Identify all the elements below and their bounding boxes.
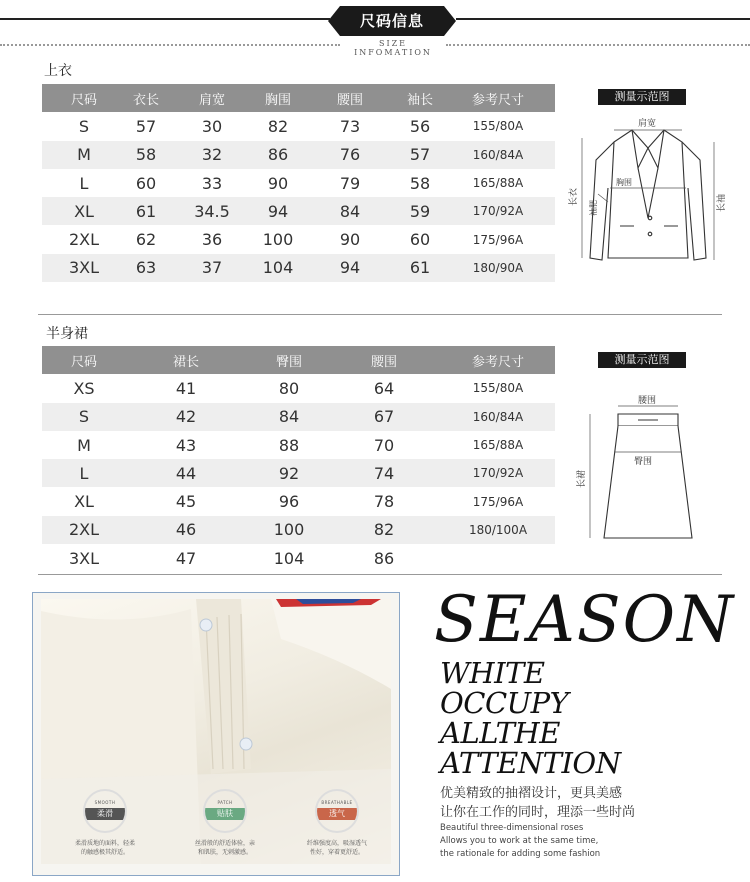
skirt-diagram [568, 392, 728, 552]
feature-desc-line: 性好，穿着更舒适。 [309, 849, 364, 856]
table-cell: 59 [409, 201, 431, 221]
table-cell: 84 [278, 407, 300, 427]
table-cell: 73 [339, 116, 361, 136]
table-cell: 70 [373, 435, 395, 455]
jacket-diagram [568, 108, 728, 278]
label-sleeve-length: 长袖 [717, 193, 727, 212]
top-size-table [42, 84, 555, 310]
table-cell: 3XL [68, 548, 100, 568]
table-row [42, 197, 555, 225]
table-row [42, 225, 555, 253]
table-cell: S [78, 116, 90, 136]
header-dotted-right [446, 44, 750, 46]
table-cell: 180/100A [468, 522, 528, 537]
table-cell: 74 [373, 463, 395, 483]
table-row [42, 487, 555, 515]
table-cell: 175/96A [472, 232, 524, 247]
table-cell: 180/90A [472, 260, 524, 275]
feature-icon [315, 789, 359, 833]
table-cell: 30 [201, 116, 223, 136]
promo-en-line-2: Allows you to work at the same time, [440, 836, 599, 846]
feature-desc-line: 的触感极其舒适。 [80, 849, 129, 856]
table-cell: 100 [262, 230, 294, 250]
table-row [42, 403, 555, 431]
table-header-row [42, 346, 555, 374]
table-row [42, 141, 555, 169]
skirt-diagram-button: 测量示范图 [598, 352, 686, 368]
table-cell: 175/96A [472, 494, 524, 509]
column-header: 臀围 [275, 354, 302, 370]
column-header: 参考尺寸 [471, 354, 524, 370]
table-cell: 63 [135, 258, 157, 278]
column-header: 袖长 [406, 92, 433, 108]
column-header: 胸围 [264, 92, 291, 108]
column-header: 参考尺寸 [471, 92, 524, 108]
header-rule-left [0, 18, 330, 20]
table-row [42, 169, 555, 197]
table-row [42, 544, 555, 572]
table-cell: 94 [339, 258, 361, 278]
table-cell [248, 282, 308, 310]
table-cell: 160/84A [472, 409, 524, 424]
table-cell: 47 [175, 548, 197, 568]
table-cell [453, 282, 543, 310]
table-cell: 90 [267, 173, 289, 193]
table-cell: 42 [175, 407, 197, 427]
column-header: 腰围 [370, 354, 397, 370]
table-cell: 56 [409, 116, 431, 136]
feature-badge-breathable [295, 789, 379, 857]
label-skirt-length: 长裙 [577, 469, 587, 488]
table-cell [320, 282, 380, 310]
table-cell [54, 282, 114, 310]
feature-description [295, 839, 379, 857]
table-cell: 61 [135, 201, 157, 221]
table-cell: 33 [201, 173, 223, 193]
table-cell: 82 [373, 520, 395, 540]
skirt-size-table [42, 346, 555, 572]
table-cell: 58 [409, 173, 431, 193]
column-header: 肩宽 [198, 92, 225, 108]
table-row [42, 431, 555, 459]
table-cell: 45 [175, 492, 197, 512]
column-header: 腰围 [336, 92, 363, 108]
table-cell: 84 [339, 201, 361, 221]
table-cell: 43 [175, 435, 197, 455]
table-cell: 60 [135, 173, 157, 193]
feature-desc-line: 和肌肤，无刺激感。 [197, 849, 252, 856]
table-cell: 100 [273, 520, 305, 540]
table-cell: 86 [373, 548, 395, 568]
table-cell: XL [74, 201, 94, 221]
label-sleeve-width: 袖肥 [589, 200, 598, 216]
table-cell: 62 [135, 230, 157, 250]
table-cell: M [77, 435, 91, 455]
table-header-row [42, 84, 555, 112]
table-cell: L [79, 463, 89, 483]
table-cell: 41 [175, 378, 197, 398]
skirt-section-title: 半身裙 [46, 326, 88, 342]
table-cell [390, 282, 450, 310]
section-divider-1 [38, 314, 722, 315]
table-row [42, 112, 555, 140]
table-cell: 90 [339, 230, 361, 250]
table-cell: 67 [373, 407, 395, 427]
table-cell: 155/80A [472, 119, 524, 134]
table-cell: 104 [262, 258, 294, 278]
table-cell: 170/92A [472, 204, 524, 219]
table-cell: 61 [409, 258, 431, 278]
table-cell: 36 [201, 230, 223, 250]
table-cell: 57 [409, 145, 431, 165]
table-cell: 78 [373, 492, 395, 512]
feature-badge-smooth [63, 789, 147, 857]
column-header: 裙长 [172, 354, 199, 370]
season-headline: SEASON [434, 583, 736, 657]
table-cell: 37 [201, 258, 223, 278]
feature-desc-line: 丝滑般的舒适体验，亲 [194, 840, 255, 847]
table-cell: 155/80A [472, 381, 524, 396]
promo-line-4: ATTENTION [440, 746, 621, 780]
table-row [42, 282, 555, 310]
header-dotted-left [0, 44, 340, 46]
table-cell [182, 282, 242, 310]
table-row [42, 459, 555, 487]
table-cell: S [78, 407, 90, 427]
table-cell: M [77, 145, 91, 165]
label-shoulder: 肩宽 [638, 119, 657, 129]
table-cell: 82 [267, 116, 289, 136]
table-cell: 76 [339, 145, 361, 165]
table-row [42, 254, 555, 282]
feature-en-label: BREATHABLE [321, 800, 353, 805]
promo-en-line-1: Beautiful three-dimensional roses [440, 823, 584, 833]
table-cell: 46 [175, 520, 197, 540]
table-cell: 80 [278, 378, 300, 398]
table-cell: 86 [267, 145, 289, 165]
table-cell: 3XL [68, 258, 100, 278]
column-header: 衣长 [132, 92, 159, 108]
table-cell: XL [74, 492, 94, 512]
section-title-badge: 尺码信息 [340, 6, 444, 36]
feature-desc-line: 纤维强度高，吸湿透气 [306, 840, 367, 847]
feature-icon [83, 789, 127, 833]
table-cell: L [79, 173, 89, 193]
label-waist: 腰围 [638, 396, 657, 406]
table-cell: 88 [278, 435, 300, 455]
table-cell: 34.5 [194, 201, 230, 221]
table-cell: 64 [373, 378, 395, 398]
table-cell: 92 [278, 463, 300, 483]
table-cell: XS [73, 378, 95, 398]
table-cell: 96 [278, 492, 300, 512]
table-cell: 94 [267, 201, 289, 221]
table-cell: 104 [273, 548, 305, 568]
table-row [42, 516, 555, 544]
feature-badge-patch [183, 789, 267, 857]
table-cell: 79 [339, 173, 361, 193]
table-cell: 60 [409, 230, 431, 250]
label-length: 长衣 [569, 187, 579, 206]
product-photo-panel [32, 592, 400, 876]
table-cell: 58 [135, 145, 157, 165]
table-cell [116, 282, 176, 310]
table-cell: 57 [135, 116, 157, 136]
label-chest: 胸围 [616, 178, 632, 187]
feature-cn-label: 柔滑 [85, 808, 125, 820]
feature-icon [203, 789, 247, 833]
header-rule-right [456, 18, 750, 20]
table-cell: 165/88A [472, 438, 524, 453]
feature-description [183, 839, 267, 857]
promo-line-2: OCCUPY [440, 686, 569, 720]
table-cell: 44 [175, 463, 197, 483]
header-subtitle: SIZE INFOMATION [354, 39, 432, 57]
table-cell: 160/84A [472, 147, 524, 162]
column-header: 尺码 [70, 354, 97, 370]
promo-line-3: ALLTHE [440, 716, 560, 750]
feature-en-label: PATCH [217, 800, 233, 805]
table-cell: 2XL [68, 520, 100, 540]
feature-description [63, 839, 147, 857]
table-cell: 32 [201, 145, 223, 165]
table-cell: 165/88A [472, 176, 524, 191]
promo-en-line-3: the rationale for adding some fashion [440, 849, 601, 859]
feature-cn-label: 贴肤 [205, 808, 245, 820]
table-row [42, 374, 555, 402]
promo-line-1: WHITE [440, 656, 545, 690]
table-cell [453, 544, 543, 572]
promo-cn-line-1: 优美精致的抽褶设计，更具美感 [440, 786, 623, 801]
feature-desc-line: 柔滑质地的面料，轻柔 [74, 840, 135, 847]
table-cell: 2XL [68, 230, 100, 250]
label-hip: 臀围 [634, 457, 653, 467]
feature-en-label: SMOOTH [94, 800, 116, 805]
top-diagram-button: 测量示范图 [598, 89, 686, 105]
section-divider-2 [38, 574, 722, 575]
table-cell: 170/92A [472, 466, 524, 481]
feature-cn-label: 透气 [317, 808, 357, 820]
top-section-title: 上衣 [44, 63, 72, 79]
promo-cn-line-2: 让你在工作的同时，理添一些时尚 [440, 805, 636, 820]
column-header: 尺码 [70, 92, 97, 108]
